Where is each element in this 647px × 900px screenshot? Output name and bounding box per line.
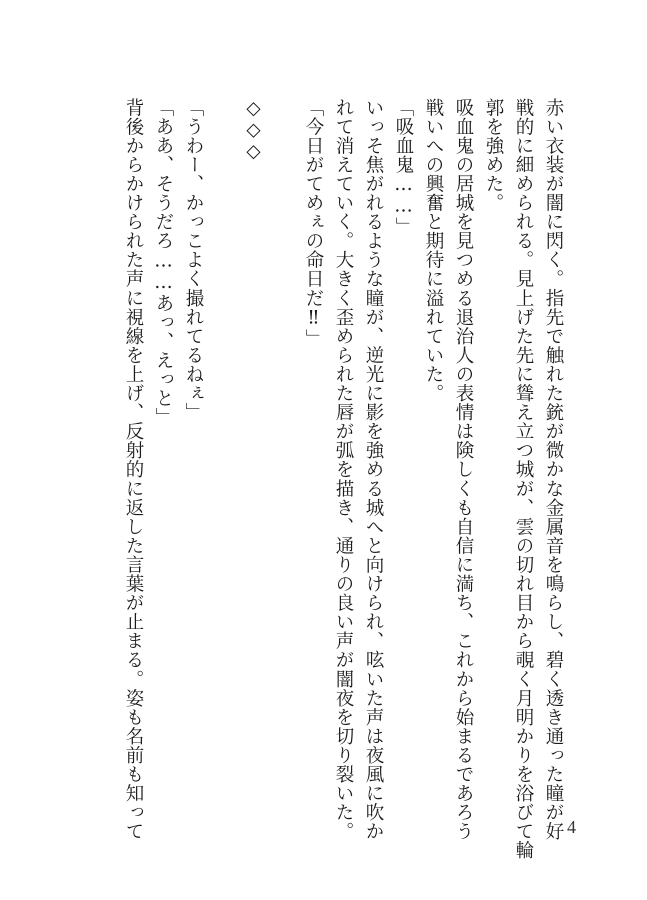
text-line-9: 「今日がてめぇの命日だ‼」 (303, 98, 324, 349)
text-line-4: 吸血鬼の居城を見つめる退治人の表情は険しくも自信に満ち、これから始まるであろう (453, 98, 474, 841)
text-line-5: 戦いへの興奮と期待に溢れていた。 (423, 98, 444, 403)
scene-break: ◇◇◇ (243, 98, 264, 163)
text-line-3: 郭を強めた。 (483, 98, 504, 213)
text-line-8: れて消えていく。大きく歪められた唇が弧を描き、通りの良い声が闇夜を切り裂いた。 (333, 98, 354, 841)
text-line-1: 赤い衣装が闇に閃く。指先で触れた銃が微かな金属音を鳴らし、碧く透き通った瞳が好 (543, 98, 564, 841)
text-line-2: 戦的に細められる。見上げた先に聳え立つ城が、雲の切れ目から覗く月明かりを浴びて輪 (513, 98, 534, 860)
text-line-7: いっそ焦がれるような瞳が、逆光に影を強める城へと向けられ、呟いた声は夜風に吹か (363, 98, 384, 841)
text-line-6: 「吸血鬼……」 (393, 98, 414, 237)
text-line-12: 背後からかけられた声に視線を上げ、反射的に返した言葉が止まる。姿も名前も知って (123, 98, 144, 841)
page-number: 4 (567, 817, 576, 837)
text-line-11: 「ああ、そうだろ……あっ、えっと」 (153, 98, 174, 427)
text-line-10: 「うわー、かっこよく撮れてるねぇ」 (183, 98, 204, 422)
